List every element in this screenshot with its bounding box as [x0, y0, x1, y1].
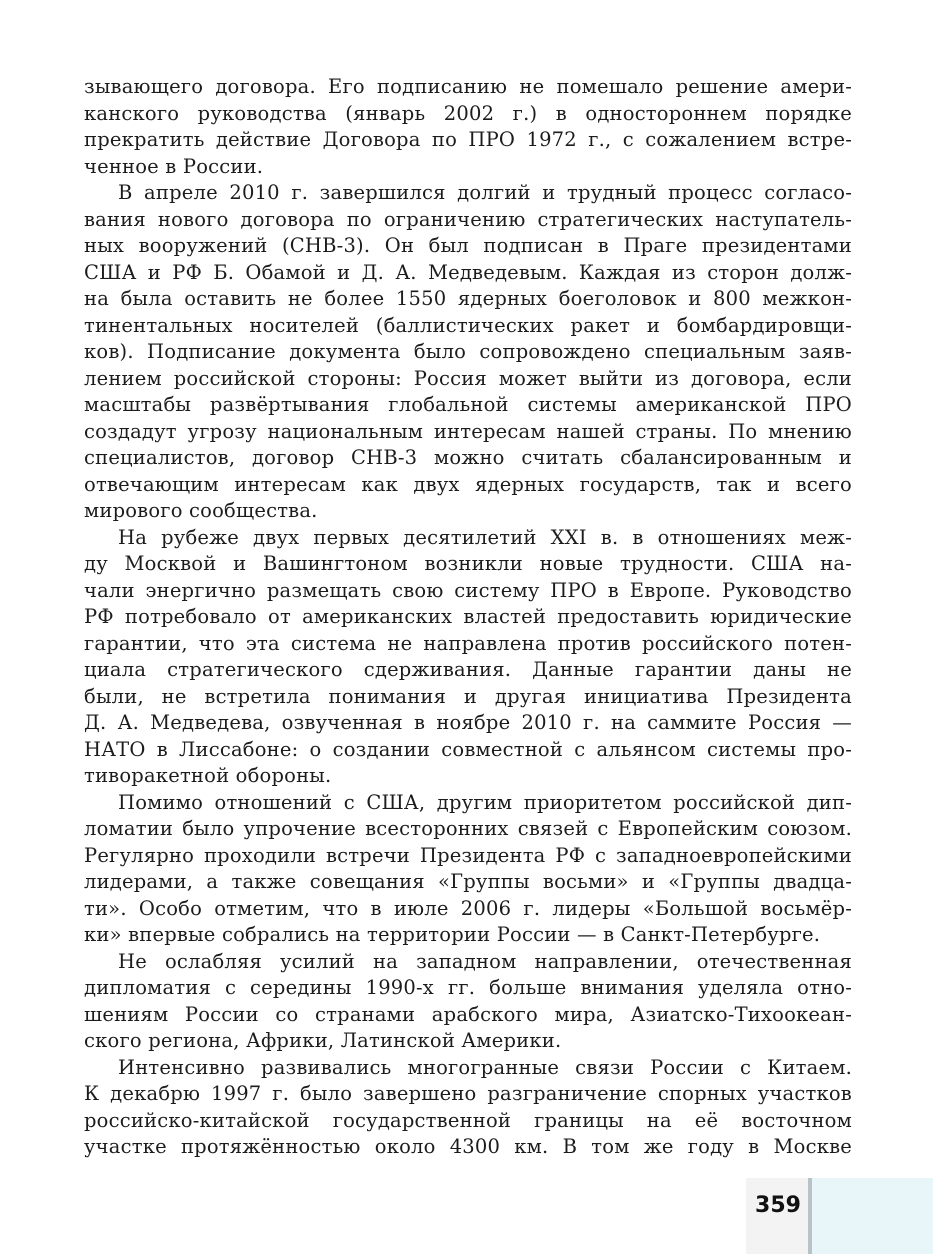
- text-line: ки» впервые собрались на территории России — в Санкт-Петербурге.: [84, 923, 821, 946]
- text-line: ду Москвой и Вашингтоном возникли новые трудности. США на-: [84, 552, 852, 575]
- text-line: РФ потребовало от американских властей предоставить юридические: [84, 605, 852, 628]
- text-line: канского руководства (январь 2002 г.) в одностороннем порядке: [84, 101, 852, 125]
- paragraph-china: [84, 1055, 852, 1161]
- paragraph-start3: [84, 180, 852, 525]
- text-line: К декабрю 1997 г. было завершено разграничение спорных участков: [84, 1082, 852, 1105]
- text-line: создадут угрозу национальным интересам нашей страны. По мнению: [84, 419, 852, 443]
- text-line: чали энергично размещать свою систему ПРО в Европе. Руководство: [84, 578, 852, 602]
- paragraph-eu-relations: [84, 790, 852, 949]
- text-line: ти». Особо отметим, что в июле 2006 г. лидеры «Большой восьмёр-: [84, 896, 852, 920]
- text-line: ных вооружений (СНВ-3). Он был подписан в Праге президентами: [84, 234, 852, 257]
- text-line: участке протяжённостью около 4300 км. В том же году в Москве: [84, 1135, 852, 1158]
- margin-tint: [812, 1178, 933, 1254]
- text-line: ского региона, Африки, Латинской Америки.: [84, 1029, 562, 1052]
- text-line: Не ослабляя усилий на западном направлении, отечественная: [118, 949, 852, 973]
- text-line: зывающего договора. Его подписанию не помешало решение амери-: [84, 75, 852, 98]
- text-line: ков). Подписание документа было сопровождено специальным заяв-: [84, 340, 852, 363]
- text-line: США и РФ Б. Обамой и Д. А. Медведевым. Каждая из сторон долж-: [84, 260, 852, 284]
- text-line: специалистов, договор СНВ-3 можно считать сбалансированным и: [84, 446, 852, 469]
- text-line: ломатии было упрочение всесторонних связей с Европейским союзом.: [84, 817, 852, 840]
- text-line: на была оставить не более 1550 ядерных боеголовок и 800 межкон-: [84, 287, 852, 310]
- text-line: были, не встретила понимания и другая инициатива Президента: [84, 684, 852, 708]
- paragraph-missile-defense: [84, 525, 852, 790]
- text-line: тиворакетной обороны.: [84, 764, 332, 787]
- text-line: мирового сообщества.: [84, 499, 318, 522]
- text-line: лением российской стороны: Россия может выйти из договора, если: [84, 366, 852, 390]
- text-line: масштабы развёртывания глобальной системы американской ПРО: [84, 393, 852, 416]
- text-line: Интенсивно развивались многогранные связи России с Китаем.: [118, 1055, 852, 1079]
- text-line: Регулярно проходили встречи Президента РФ с западноевропейскими: [84, 843, 852, 867]
- text-line: Помимо отношений с США, другим приоритетом российской дип-: [118, 790, 852, 814]
- text-line: На рубеже двух первых десятилетий XXI в. в отношениях меж-: [118, 525, 852, 549]
- text-line: шениям России со странами арабского мира, Азиатско-Тихоокеан-: [84, 1002, 852, 1026]
- text-line: тинентальных носителей (баллистических ракет и бомбардировщи-: [84, 313, 852, 337]
- paragraph-continuation: [84, 74, 852, 180]
- text-line: гарантии, что эта система не направлена против российского потен-: [84, 631, 852, 655]
- text-line: ченное в России.: [84, 154, 264, 178]
- text-line: В апреле 2010 г. завершился долгий и трудный процесс согласо-: [118, 181, 852, 204]
- text-line: дипломатия с середины 1990-х гг. больше внимания уделяла отно-: [84, 976, 852, 999]
- page-number: 359: [755, 1193, 801, 1218]
- text-line: отвечающим интересам как двух ядерных государств, так и всего: [84, 472, 852, 496]
- text-line: вания нового договора по ограничению стратегических наступатель-: [84, 207, 852, 231]
- text-line: Д. А. Медведева, озвученная в ноябре 2010 г. на саммите Россия —: [84, 711, 852, 734]
- text-line: НАТО в Лиссабоне: о создании совместной с альянсом системы про-: [84, 737, 852, 761]
- paragraph-other-regions: [84, 949, 852, 1055]
- text-line: лидерами, а также совещания «Группы восьми» и «Группы двадца-: [84, 870, 852, 893]
- body-text: [84, 74, 852, 1161]
- text-line: российско-китайской государственной границы на её восточном: [84, 1108, 852, 1132]
- text-line: циала стратегического сдерживания. Данные гарантии даны не: [84, 658, 852, 681]
- text-line: прекратить действие Договора по ПРО 1972 г., с сожалением встре-: [84, 128, 852, 151]
